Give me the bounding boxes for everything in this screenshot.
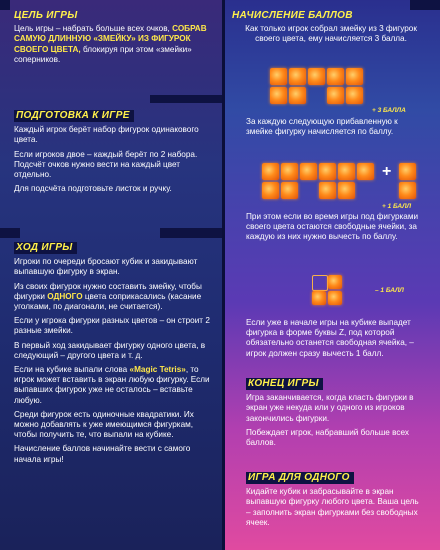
- pixel-decoration: [0, 0, 10, 10]
- goal-section: [14, 11, 214, 69]
- score-badge-minus: – 1 БАЛЛ: [375, 287, 404, 294]
- turn-p2-a: Из своих фигурок нужно составить змейку, чтобы фигурки: [14, 281, 202, 301]
- tile: [312, 291, 326, 305]
- end-section: [246, 378, 422, 452]
- scoring-heading: НАЧИСЛЕНИЕ БАЛЛОВ: [232, 10, 353, 21]
- scoring-p3: При этом если во время игры под фигурками своего цвета остаются свободные ячейки, за каждую из них нужно вычесть по баллу.: [246, 212, 419, 242]
- end-heading: [246, 378, 422, 390]
- solo-p1: Кидайте кубик и забрасывайте в экран выпавшую фигурку любого цвета. Ваша цель – заполнить экран фигурками без свободных ячеек.: [246, 487, 419, 527]
- prep-p1: Каждый игрок берёт набор фигурок одинакового цвета.: [14, 125, 199, 145]
- tile: [338, 163, 355, 180]
- pixel-decoration: [160, 228, 222, 238]
- tile: [289, 68, 306, 85]
- tile: [262, 163, 279, 180]
- scoring-p3-block: [246, 212, 422, 247]
- turn-section: [14, 242, 214, 469]
- turn-p2-b: цвета соприкасались (касание уголками, по диагонали, не считается).: [14, 291, 202, 312]
- prep-heading: [14, 110, 214, 122]
- tile: [308, 68, 325, 85]
- pixel-decoration: [410, 0, 440, 10]
- scoring-p2-block: [246, 117, 422, 141]
- score-badge-3: + 3 БАЛЛА: [372, 107, 406, 114]
- solo-section: [246, 472, 422, 532]
- turn-p3: Если у игрока фигурки разных цветов – он строит 2 разные змейки.: [14, 316, 210, 336]
- turn-p2-highlight: ОДНОГО: [47, 291, 83, 301]
- tile: [327, 68, 344, 85]
- tile: [270, 68, 287, 85]
- tile: [262, 182, 279, 199]
- tile: [328, 275, 342, 289]
- turn-p7: Начисление баллов начинайте вести с самого начала игры!: [14, 444, 191, 464]
- prep-p3: Для подсчёта подготовьте листок и ручку.: [14, 184, 172, 194]
- tile: [289, 87, 306, 104]
- scoring-section: [232, 11, 430, 49]
- turn-p2: [14, 282, 214, 313]
- score-badge-1: + 1 БАЛЛ: [382, 203, 412, 210]
- scoring-p1: Как только игрок собрал змейку из 3 фигурок своего цвета, ему начисляется 3 балла.: [245, 24, 417, 44]
- turn-heading: [14, 242, 214, 254]
- tile: [281, 163, 298, 180]
- goal-text-1: Цель игры – набрать больше всех очков,: [14, 24, 170, 34]
- column-divider: [222, 0, 225, 550]
- prep-p2: Если игроков двое – каждый берёт по 2 набора. Подсчёт очков нужно вести на каждый цвет отдельно.: [14, 149, 198, 180]
- tile: [328, 291, 342, 305]
- tile: [270, 87, 287, 104]
- scoring-p4: Если уже в начале игры на кубике выпадет фигурка в форме буквы Z, под которой обязательно останется свободная ячейка, – игрок должен сразу вычесть 1 балл.: [246, 318, 414, 358]
- prep-section: [14, 110, 214, 198]
- scoring-p4-block: [246, 318, 422, 363]
- pixel-decoration: [0, 228, 20, 238]
- tile: [346, 68, 363, 85]
- tile: [399, 182, 416, 199]
- goal-text-2: блокируя при этом «змейки» соперников.: [14, 44, 192, 64]
- prep-heading-label: ПОДГОТОВКА К ИГРЕ: [14, 110, 134, 122]
- turn-p6: Среди фигурок есть одиночные квадратики. Их можно добавлять к уже имеющимся фигуркам, чтобы получить те, что выпали на кубике.: [14, 409, 194, 440]
- turn-p5-highlight: «Magic Tetris»: [129, 365, 186, 375]
- plus-sign: +: [382, 163, 392, 180]
- tile: [319, 163, 336, 180]
- goal-text: [14, 24, 214, 65]
- turn-p5-a: Если на кубике выпали слова: [14, 365, 128, 375]
- solo-heading-label: ИГРА ДЛЯ ОДНОГО: [246, 472, 354, 484]
- turn-p1: Игроки по очереди бросают кубик и закидывают выпавшую фигурку в экран.: [14, 257, 198, 277]
- solo-heading: [246, 472, 422, 484]
- pixel-decoration: [150, 95, 222, 103]
- tile: [319, 182, 336, 199]
- scoring-p2: За каждую следующую прибавленную к змейке фигурку начисляется по баллу.: [246, 117, 398, 137]
- tile: [281, 182, 298, 199]
- end-heading-label: КОНЕЦ ИГРЫ: [246, 378, 323, 390]
- tile: [300, 163, 317, 180]
- turn-heading-label: ХОД ИГРЫ: [14, 242, 77, 254]
- tile: [338, 182, 355, 199]
- tile: [357, 163, 374, 180]
- end-p1: Игра заканчивается, когда класть фигурки в экран уже некуда или у одного из игроков закончились фигурки.: [246, 393, 414, 423]
- goal-highlight: СОБРАВ САМУЮ ДЛИННУЮ «ЗМЕЙКУ» ИЗ ФИГУРОК СВОЕГО ЦВЕТА,: [14, 24, 207, 54]
- turn-p5: [14, 365, 214, 406]
- tile: [399, 163, 416, 180]
- end-p2: Побеждает игрок, набравший больше всех баллов.: [246, 427, 409, 448]
- tile: [327, 87, 344, 104]
- tile: [346, 87, 363, 104]
- goal-heading: ЦЕЛЬ ИГРЫ: [14, 10, 78, 21]
- turn-p5-b: , то игрок может вставить в экран любую фигурку. Если выпавших фигурок уже не осталось – вставьте любую.: [14, 365, 210, 405]
- empty-cell: [312, 275, 328, 291]
- turn-p4: В первый ход закидывает фигурку одного цвета, в следующий – другого цвета и т. д.: [14, 340, 206, 360]
